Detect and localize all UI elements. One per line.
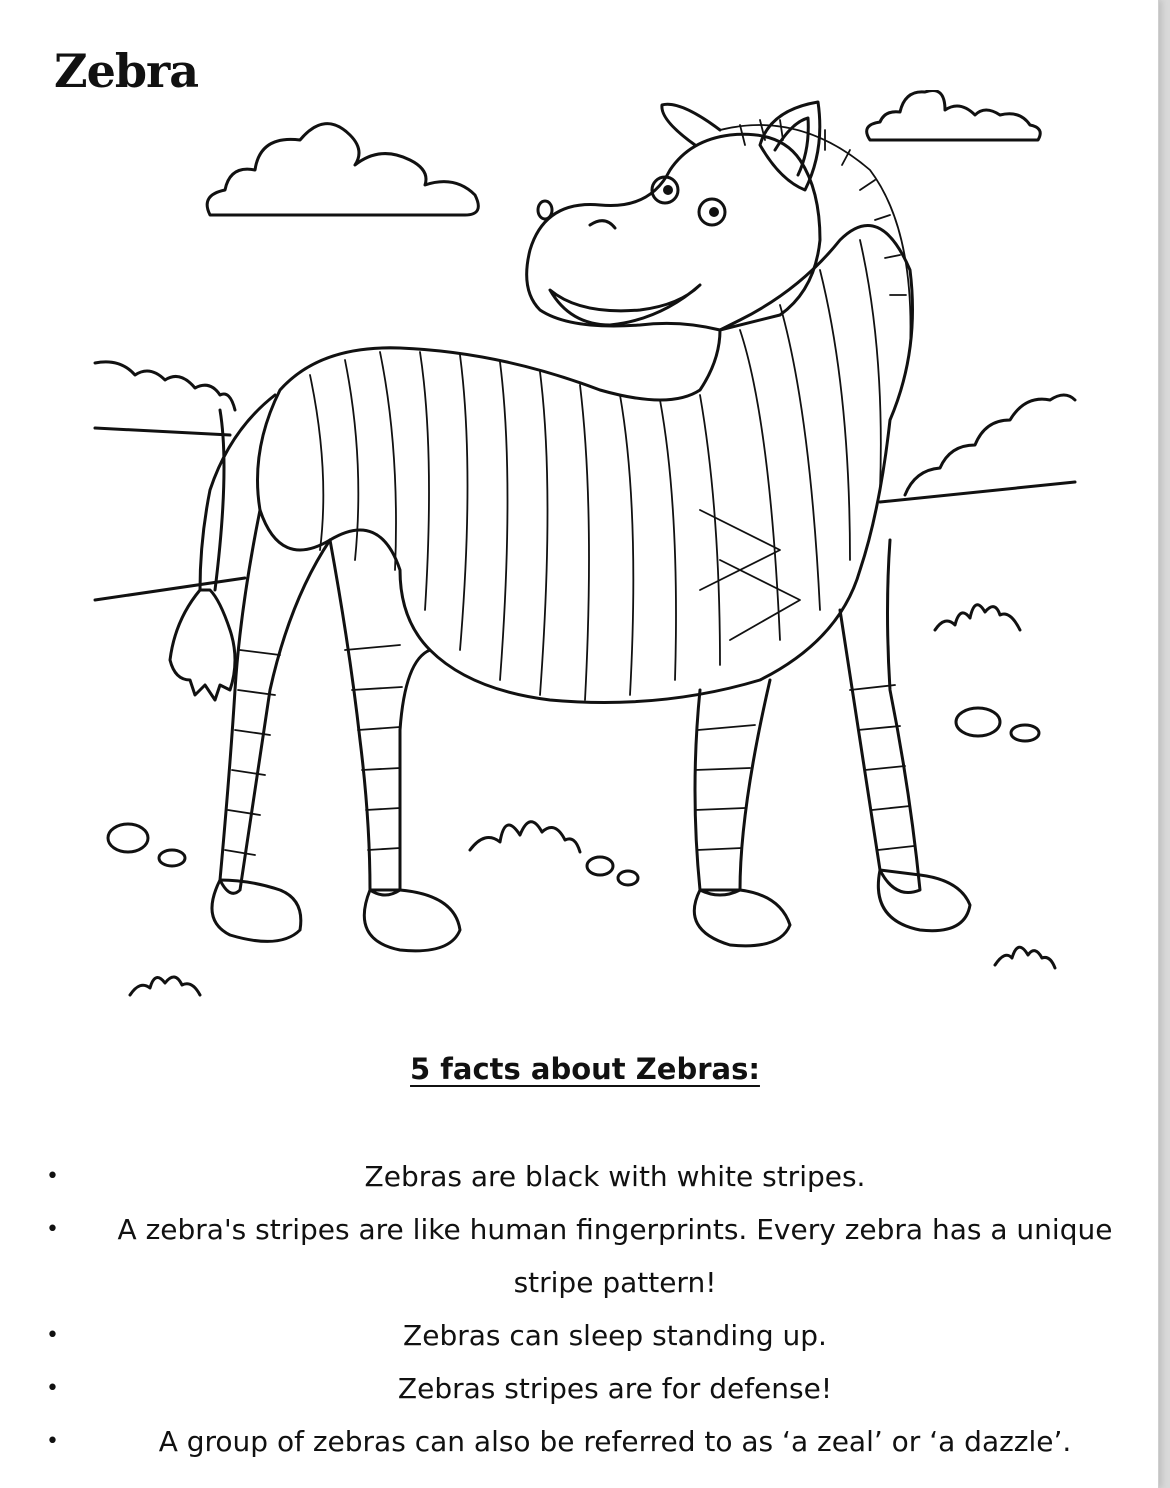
bullet: • (46, 1164, 59, 1189)
stone-3 (956, 708, 1000, 736)
fact-text: Zebras stripes are for defense! (397, 1372, 833, 1405)
zebra-nostril (538, 201, 552, 219)
bullet: • (46, 1429, 59, 1454)
page-title: Zebra (54, 44, 199, 98)
fact-item (40, 1309, 1150, 1362)
zebra-hoof-front-right (878, 870, 970, 931)
facts-list (40, 1150, 1150, 1468)
zebra-leg-front-left (695, 680, 770, 895)
zebra-ear-right (760, 102, 820, 190)
fact-item (40, 1415, 1150, 1468)
zebra-nostril-2 (590, 221, 615, 228)
grass-tuft-1 (935, 605, 1020, 630)
stone-6 (618, 871, 638, 885)
stone-4 (1011, 725, 1039, 741)
stone-1 (108, 824, 148, 852)
zebra-hoof-back-right (364, 890, 460, 951)
cloud-right (867, 90, 1041, 140)
fact-item (40, 1362, 1150, 1415)
horizon-left (95, 428, 230, 435)
zebra-tail (200, 395, 275, 590)
zebra-leg-stripes (225, 645, 914, 855)
fact-item (40, 1203, 1150, 1309)
bullet: • (46, 1376, 59, 1401)
zebra-body (258, 225, 913, 702)
zebra-tail-tuft (170, 590, 235, 700)
bullet: • (46, 1323, 59, 1348)
facts-heading: 5 facts about Zebras: (410, 1052, 760, 1086)
fact-text: Zebras are black with white stripes. (364, 1160, 866, 1193)
bullet: • (46, 1217, 59, 1242)
grass-tuft-3 (130, 977, 200, 995)
hill-left (95, 362, 235, 410)
zebra-illustration (80, 90, 1090, 1030)
zebra-mouth (550, 285, 700, 325)
cloud-left (207, 124, 478, 215)
zebra-hoof-front-left (694, 890, 790, 946)
grass-tuft-4 (995, 947, 1055, 968)
stone-2 (159, 850, 185, 866)
ground-line-left (95, 578, 245, 600)
hill-right (905, 395, 1075, 495)
stone-5 (587, 857, 613, 875)
grass-tuft-2 (470, 822, 580, 852)
zebra-leg-back-right (330, 540, 430, 895)
fact-text: Zebras can sleep standing up. (403, 1319, 827, 1352)
fact-text: A group of zebras can also be referred to as ‘a zeal’ or ‘a dazzle’. (158, 1425, 1072, 1458)
fact-item (40, 1150, 1150, 1203)
zebra-leg-back-left (220, 510, 330, 893)
fact-text: A zebra's stripes are like human fingerprints. Every zebra has a unique stripe pattern! (117, 1213, 1113, 1299)
